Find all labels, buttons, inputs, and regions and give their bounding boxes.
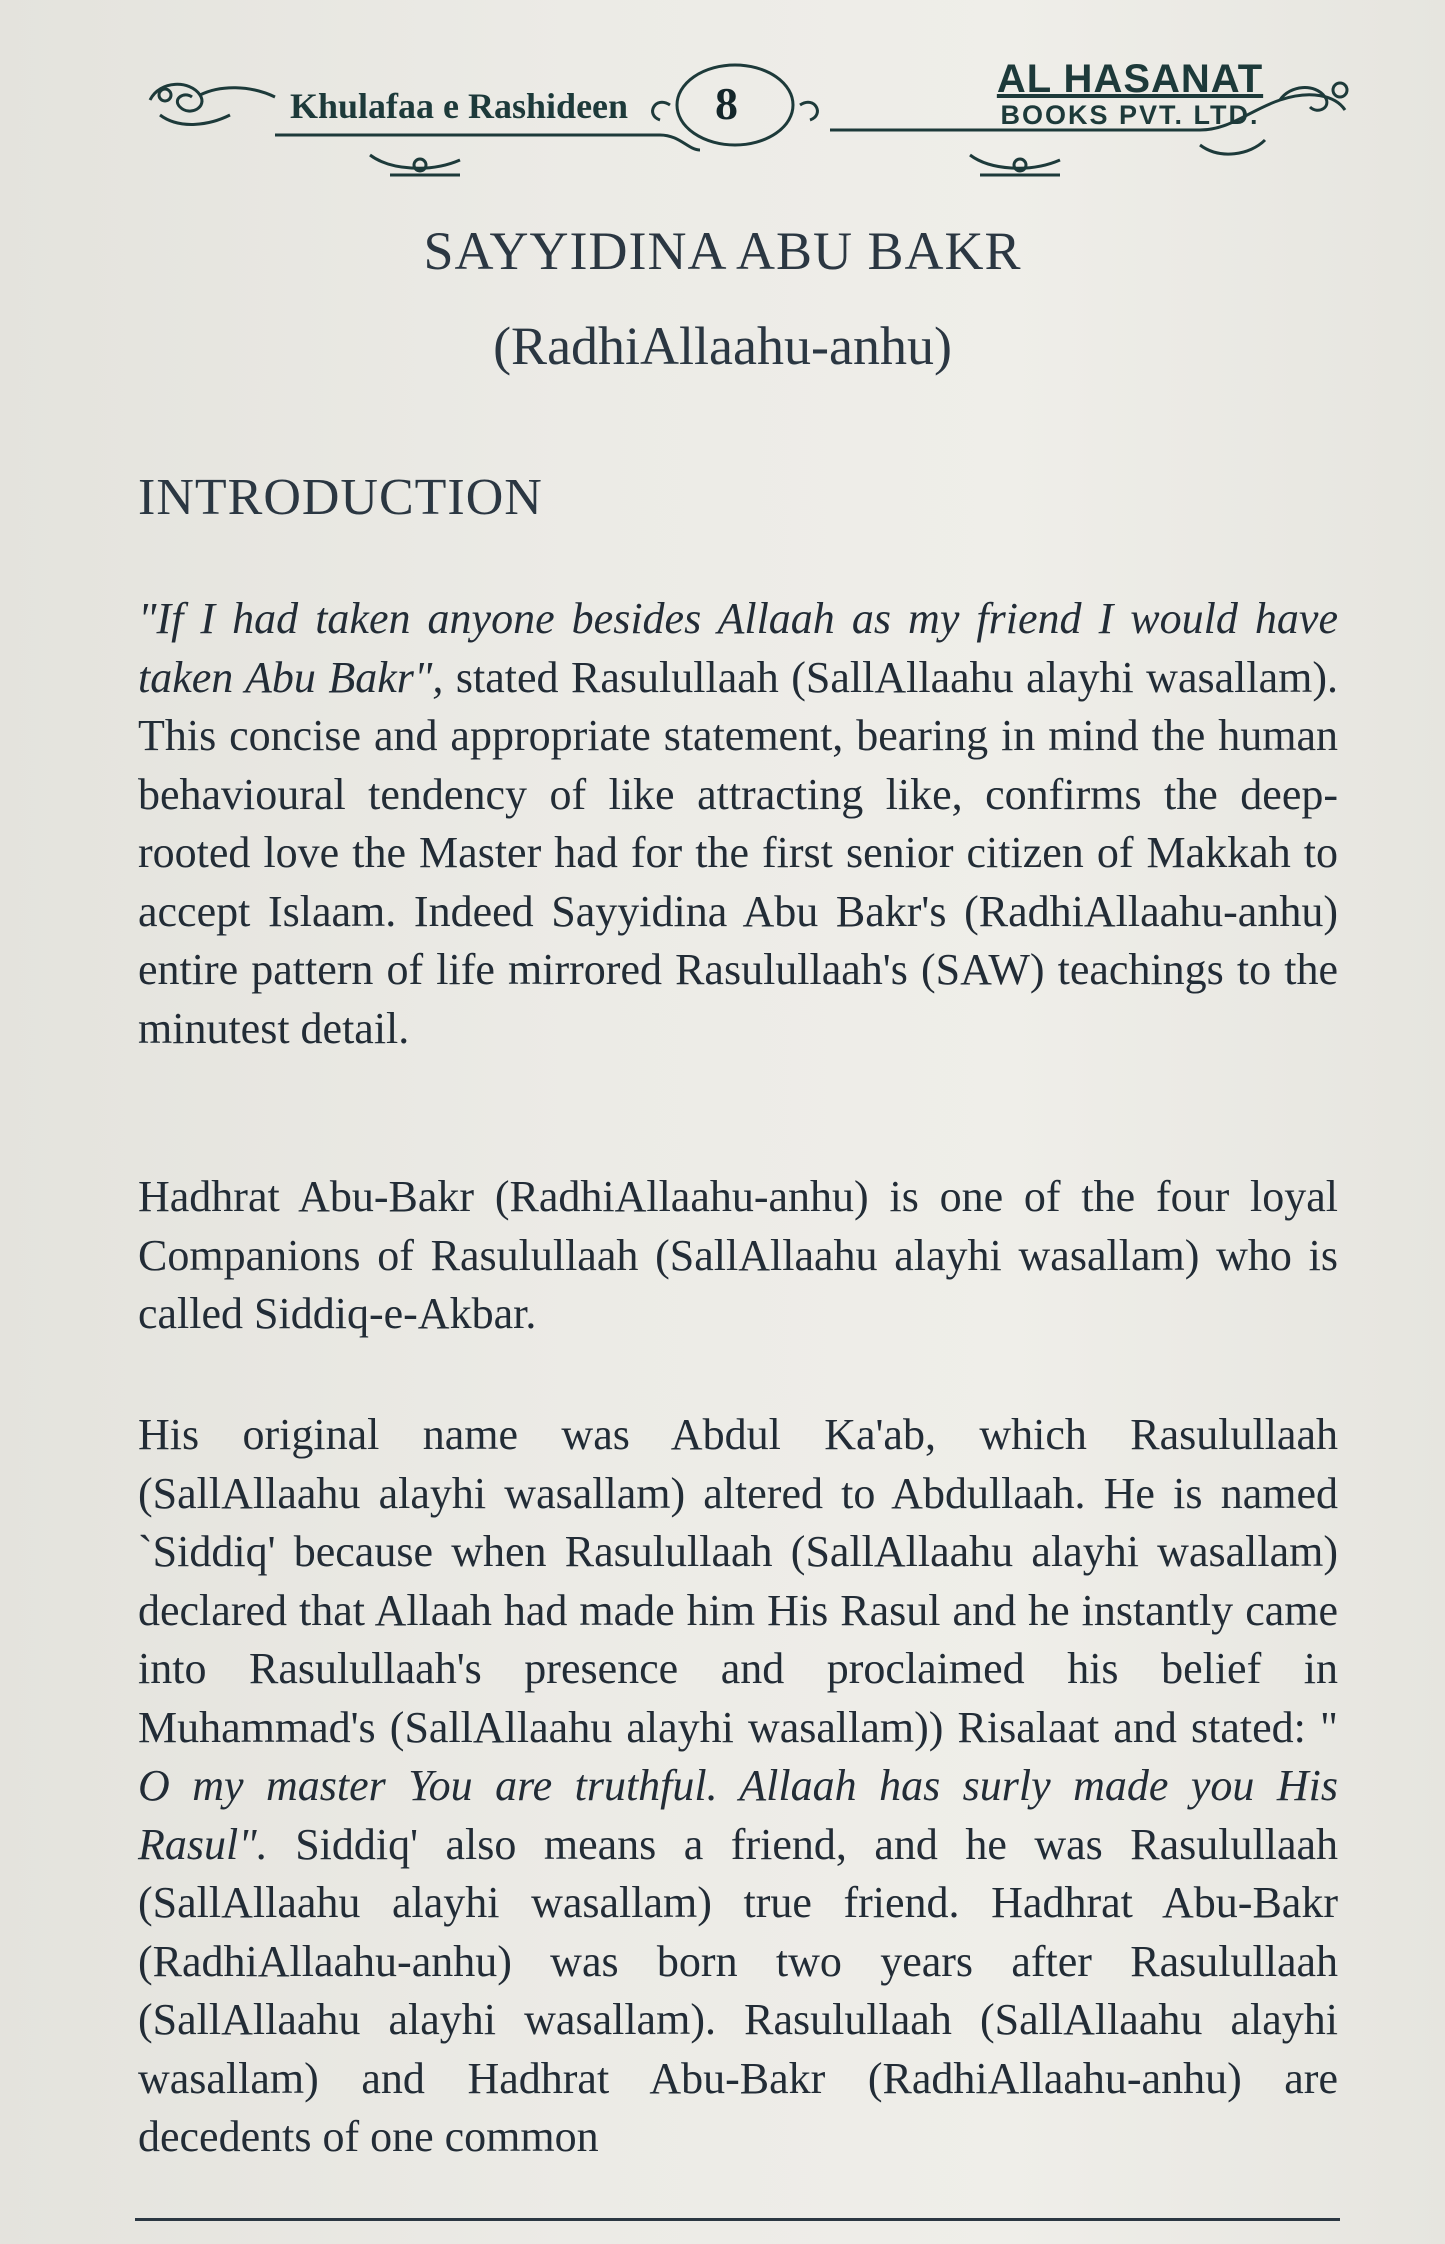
publisher-logo [910,57,1350,129]
paragraph-text: His original name was Abdul Ka'ab, which Rasulullaah (SallAllaahu alayhi wasallam) altered to Abdullaah. He is named `Siddiq' because when Rasulullaah (SallAllaahu alayhi wasallam) declared that Allaah had made him His Rasul and he instantly came into Rasulullaah's presence and proclaimed his belief in Muhammad's (SallAllaahu alayhi wasallam)) Risalaat and stated: " [138,1410,1338,1752]
quote-text: "If I had taken anyone besides Allaah as my friend I would have taken Abu Bakr", [138,594,1338,702]
section-heading: INTRODUCTION [138,469,543,526]
paragraph-1 [138,590,1338,1058]
paragraph-2 [138,1168,1338,1344]
paragraph-text: stated Rasulullaah (SallAllaahu alayhi wasallam). This concise and appropriate statement, bearing in mind the human behavioural tendency of like attracting like, confirms the deep-rooted love the Master had for the first senior citizen of Makkah to accept Islaam. Indeed Sayyidina Abu Bakr's (RadhiAllaahu-anhu) entire pattern of life mirrored Rasulullaah's (SAW) teachings to the minutest detail. [138,652,1338,1053]
paragraph-text: Siddiq' also means a friend, and he was Rasulullaah (SallAllaahu alayhi wasallam) true friend. Hadhrat Abu-Bakr (RadhiAllaahu-anhu) was born two years after Rasulullaah (SallAllaahu alayhi wasallam). Rasulullaah (SallAllaahu alayhi wasallam) and Hadhrat Abu-Bakr (RadhiAllaahu-anhu) are decedents of one common [138,1819,1338,2161]
bottom-divider [135,2218,1340,2221]
quote-text: O my master You are truthful. Allaah has surly made you His Rasul". [138,1761,1338,1869]
page-header [140,55,1360,195]
chapter-subtitle: (RadhiAllaahu-anhu) [493,316,952,376]
page-number: 8 [715,78,738,129]
publisher-name: AL HASANAT [996,57,1264,101]
chapter-title: SAYYIDINA ABU BAKR [423,221,1022,281]
paragraph-3 [138,1406,1338,2167]
running-title: Khulafaa e Rashideen [290,86,629,126]
paragraph-text: Hadhrat Abu-Bakr (RadhiAllaahu-anhu) is one of the four loyal Companions of Rasulullaah (SallAllaahu alayhi wasallam) who is called Siddiq-e-Akbar. [138,1172,1338,1338]
publisher-subtitle: BOOKS PVT. LTD. [1000,100,1260,130]
